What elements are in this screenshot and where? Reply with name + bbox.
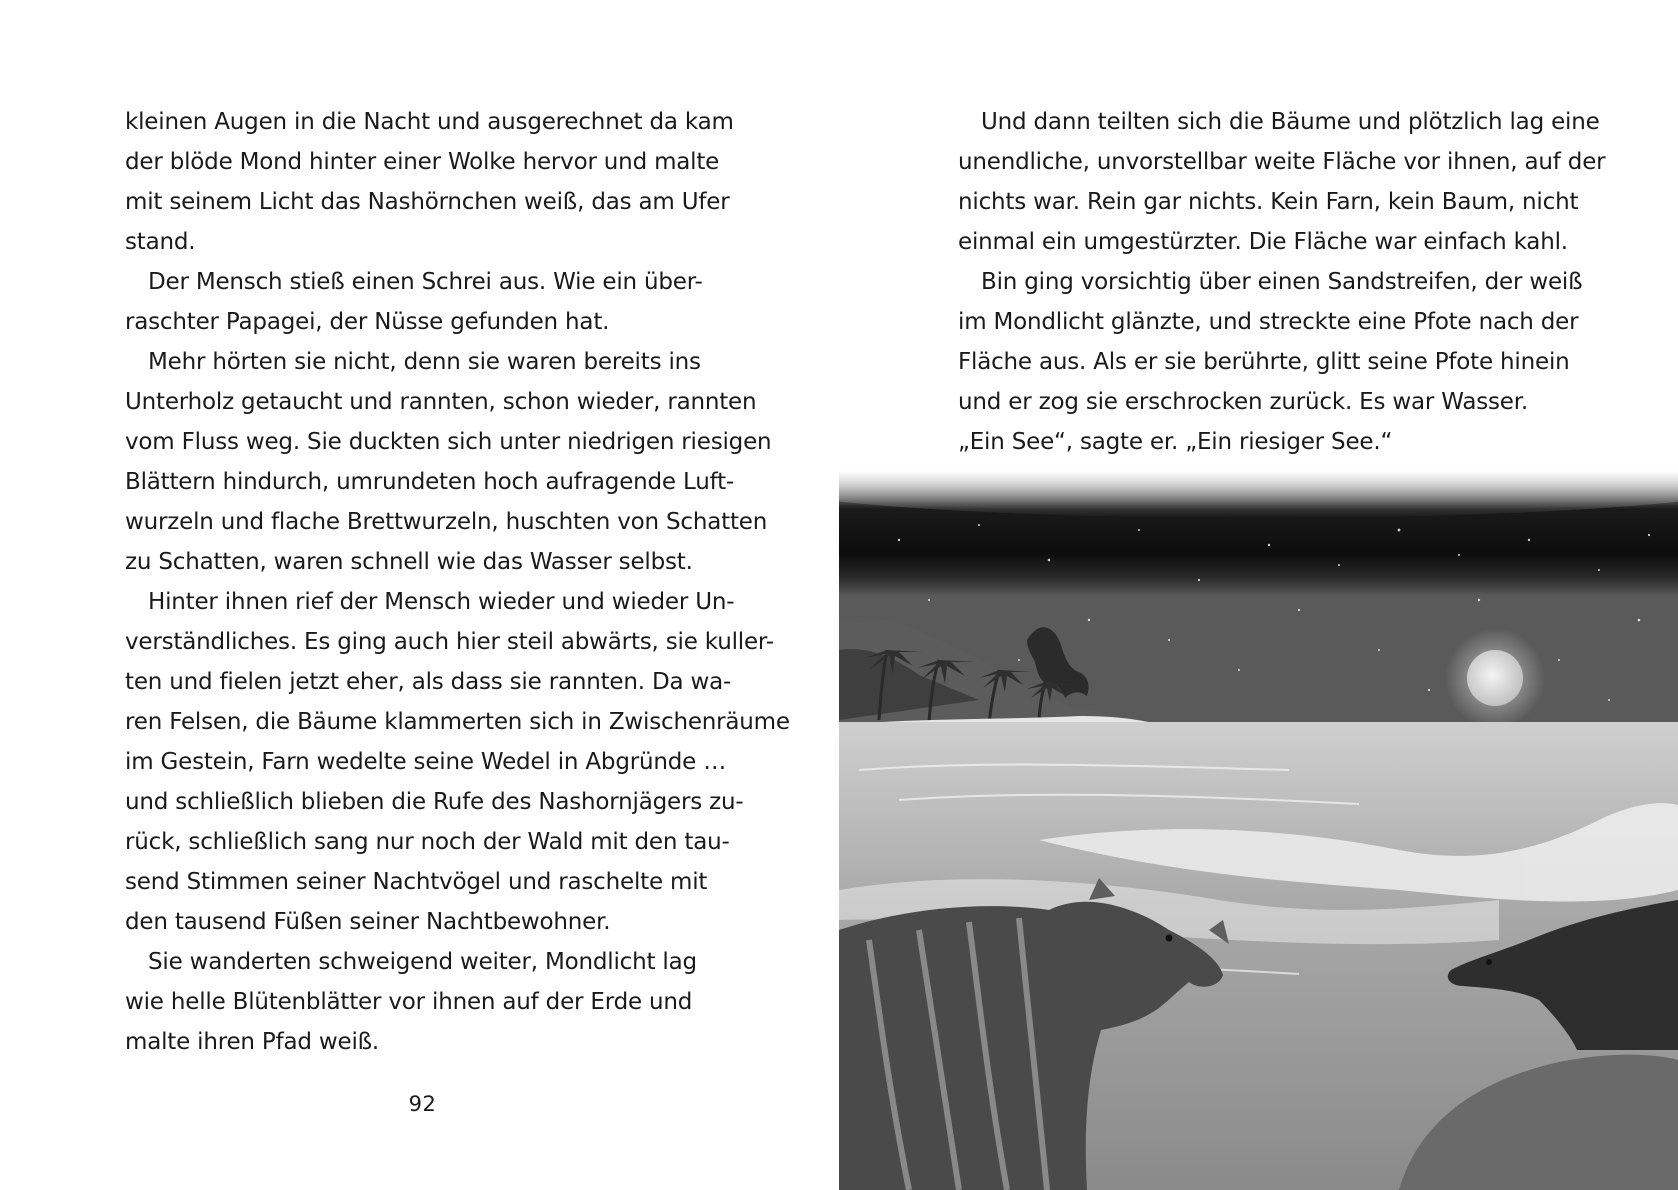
page-number: 92 [408, 1092, 437, 1116]
text-line: ren Felsen, die Bäume klammerten sich in Zwischenräume [125, 709, 790, 735]
text-line: „Ein See“, sagte er. „Ein riesiger See.“ [958, 429, 1393, 455]
text-line: und er zog sie erschrocken zurück. Es war Wasser. [958, 389, 1528, 415]
text-line: mit seinem Licht das Nashörnchen weiß, das am Ufer [125, 189, 730, 215]
text-line: rück, schließlich sang nur noch der Wald mit den tau- [125, 829, 730, 855]
text-line: zu Schatten, waren schnell wie das Wasser selbst. [125, 549, 693, 575]
text-line: im Mondlicht glänzte, und streckte eine Pfote nach der [958, 309, 1579, 335]
text-line: raschter Papagei, der Nüsse gefunden hat. [125, 309, 610, 335]
text-line: der blöde Mond hinter einer Wolke hervor und malte [125, 149, 720, 175]
text-line: Bin ging vorsichtig über einen Sandstreifen, der weiß [981, 269, 1583, 295]
text-line: unendliche, unvorstellbar weite Fläche vor ihnen, auf der [958, 149, 1606, 175]
text-line: Hinter ihnen rief der Mensch wieder und wieder Un- [148, 589, 735, 615]
left-page-text [125, 102, 790, 1062]
text-line: im Gestein, Farn wedelte seine Wedel in Abgründe … [125, 749, 726, 775]
text-line: Blättern hindurch, umrundeten hoch aufragende Luft- [125, 469, 734, 495]
text-line: nichts war. Rein gar nichts. Kein Farn, kein Baum, nicht [958, 189, 1579, 215]
text-line: wurzeln und flache Brettwurzeln, huschten von Schatten [125, 509, 768, 535]
text-line: stand. [125, 229, 196, 255]
text-line: Unterholz getaucht und rannten, schon wieder, rannten [125, 389, 757, 415]
text-line: wie helle Blütenblätter vor ihnen auf der Erde und [125, 989, 693, 1015]
text-line: kleinen Augen in die Nacht und ausgerechnet da kam [125, 109, 734, 135]
text-line: Der Mensch stieß einen Schrei aus. Wie ein über- [148, 269, 703, 295]
night-lake-illustration [839, 470, 1678, 1190]
text-line: Sie wanderten schweigend weiter, Mondlicht lag [148, 949, 697, 975]
moon [1467, 650, 1523, 706]
text-line: Fläche aus. Als er sie berührte, glitt seine Pfote hinein [958, 349, 1570, 375]
text-line: malte ihren Pfad weiß. [125, 1029, 380, 1055]
text-line: send Stimmen seiner Nachtvögel und raschelte mit [125, 869, 708, 895]
right-page-text [958, 102, 1606, 462]
text-line: Mehr hörten sie nicht, denn sie waren bereits ins [148, 349, 701, 375]
text-line: verständliches. Es ging auch hier steil abwärts, sie kuller- [125, 629, 774, 655]
text-line: ten und fielen jetzt eher, als dass sie rannten. Da wa- [125, 669, 732, 695]
text-line: den tausend Füßen seiner Nachtbewohner. [125, 909, 611, 935]
text-line: Und dann teilten sich die Bäume und plötzlich lag eine [981, 109, 1600, 135]
text-line: einmal ein umgestürzter. Die Fläche war einfach kahl. [958, 229, 1568, 255]
right-page [839, 0, 1678, 1190]
text-line: und schließlich blieben die Rufe des Nashornjägers zu- [125, 789, 744, 815]
text-line: vom Fluss weg. Sie duckten sich unter niedrigen riesigen [125, 429, 772, 455]
